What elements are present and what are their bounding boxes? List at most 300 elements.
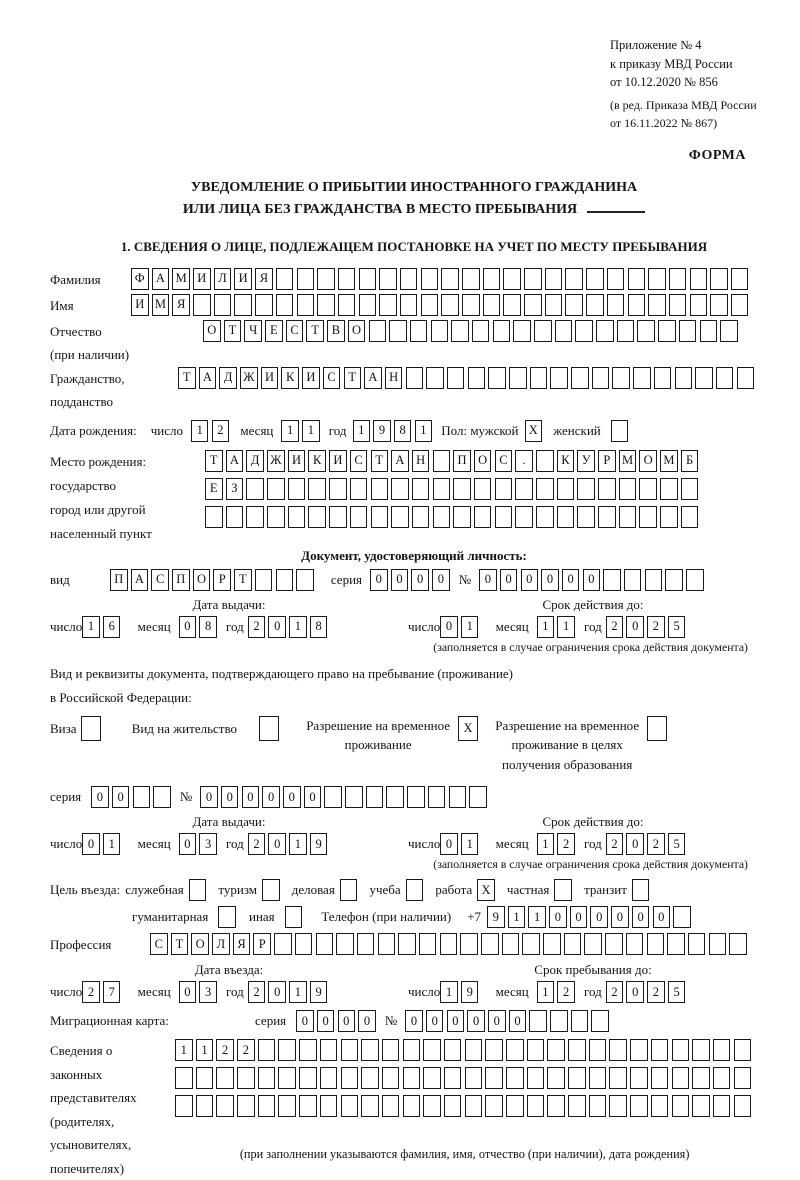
char-box[interactable]: 1 bbox=[175, 1039, 193, 1061]
char-box[interactable] bbox=[378, 933, 396, 955]
char-box[interactable] bbox=[336, 933, 354, 955]
res-issue-day-input[interactable] bbox=[82, 833, 123, 855]
char-box[interactable] bbox=[423, 1067, 441, 1089]
char-box[interactable] bbox=[216, 1095, 234, 1117]
char-box[interactable] bbox=[320, 1095, 338, 1117]
char-box[interactable] bbox=[406, 879, 424, 901]
char-box[interactable] bbox=[529, 1010, 547, 1032]
char-box[interactable] bbox=[568, 1095, 586, 1117]
char-box[interactable]: Ч bbox=[244, 320, 262, 342]
reps-input-row3[interactable] bbox=[175, 1095, 754, 1117]
char-box[interactable]: 1 bbox=[528, 906, 546, 928]
char-box[interactable] bbox=[713, 1067, 731, 1089]
char-box[interactable] bbox=[226, 506, 244, 528]
char-box[interactable]: 0 bbox=[179, 616, 197, 638]
char-box[interactable] bbox=[338, 294, 356, 316]
char-box[interactable] bbox=[412, 506, 430, 528]
id-valid-day-input[interactable] bbox=[440, 616, 481, 638]
char-box[interactable]: 0 bbox=[440, 833, 458, 855]
char-box[interactable]: Е bbox=[265, 320, 283, 342]
char-box[interactable] bbox=[598, 478, 616, 500]
char-box[interactable] bbox=[584, 933, 602, 955]
char-box[interactable] bbox=[398, 933, 416, 955]
char-box[interactable] bbox=[267, 506, 285, 528]
char-box[interactable]: 0 bbox=[91, 786, 109, 808]
char-box[interactable] bbox=[547, 1039, 565, 1061]
char-box[interactable] bbox=[645, 569, 663, 591]
char-box[interactable]: 0 bbox=[626, 833, 644, 855]
char-box[interactable] bbox=[278, 1039, 296, 1061]
char-box[interactable]: И bbox=[131, 294, 149, 316]
char-box[interactable] bbox=[468, 367, 486, 389]
purpose-business-checkbox[interactable] bbox=[340, 879, 361, 901]
id-issue-month-input[interactable] bbox=[179, 616, 220, 638]
char-box[interactable]: У bbox=[577, 450, 595, 472]
char-box[interactable] bbox=[485, 1039, 503, 1061]
char-box[interactable] bbox=[361, 1039, 379, 1061]
char-box[interactable]: М bbox=[152, 294, 170, 316]
char-box[interactable] bbox=[481, 933, 499, 955]
char-box[interactable] bbox=[382, 1039, 400, 1061]
char-box[interactable]: 0 bbox=[488, 1010, 506, 1032]
char-box[interactable] bbox=[568, 1039, 586, 1061]
char-box[interactable] bbox=[444, 1095, 462, 1117]
char-box[interactable]: О bbox=[639, 450, 657, 472]
char-box[interactable]: 0 bbox=[405, 1010, 423, 1032]
char-box[interactable] bbox=[329, 478, 347, 500]
char-box[interactable] bbox=[462, 294, 480, 316]
char-box[interactable]: 0 bbox=[200, 786, 218, 808]
char-box[interactable] bbox=[690, 268, 708, 290]
char-box[interactable] bbox=[672, 1039, 690, 1061]
char-box[interactable] bbox=[555, 320, 573, 342]
char-box[interactable] bbox=[710, 294, 728, 316]
char-box[interactable] bbox=[81, 716, 101, 741]
char-box[interactable]: 0 bbox=[432, 569, 450, 591]
char-box[interactable] bbox=[444, 1067, 462, 1089]
res-issue-year-input[interactable] bbox=[248, 833, 331, 855]
char-box[interactable] bbox=[278, 1067, 296, 1089]
char-box[interactable]: А bbox=[152, 268, 170, 290]
char-box[interactable]: Е bbox=[205, 478, 223, 500]
res-valid-year-input[interactable] bbox=[606, 833, 689, 855]
res-valid-month-input[interactable] bbox=[537, 833, 578, 855]
char-box[interactable] bbox=[316, 933, 334, 955]
patronymic-input[interactable] bbox=[203, 320, 741, 342]
char-box[interactable]: 0 bbox=[370, 569, 388, 591]
stay-year-input[interactable] bbox=[606, 981, 689, 1003]
char-box[interactable]: 3 bbox=[199, 833, 217, 855]
char-box[interactable] bbox=[274, 933, 292, 955]
char-box[interactable]: Л bbox=[214, 268, 232, 290]
char-box[interactable]: 0 bbox=[570, 906, 588, 928]
char-box[interactable] bbox=[589, 1039, 607, 1061]
char-box[interactable]: 0 bbox=[583, 569, 601, 591]
char-box[interactable]: 1 bbox=[103, 833, 121, 855]
purpose-tourism-checkbox[interactable] bbox=[262, 879, 283, 901]
char-box[interactable]: Я bbox=[233, 933, 251, 955]
char-box[interactable] bbox=[297, 294, 315, 316]
char-box[interactable] bbox=[565, 268, 583, 290]
char-box[interactable]: Я bbox=[255, 268, 273, 290]
char-box[interactable]: X bbox=[458, 716, 478, 741]
char-box[interactable]: 3 bbox=[199, 981, 217, 1003]
char-box[interactable]: 0 bbox=[541, 569, 559, 591]
char-box[interactable] bbox=[713, 1095, 731, 1117]
char-box[interactable] bbox=[550, 1010, 568, 1032]
char-box[interactable]: 1 bbox=[289, 616, 307, 638]
char-box[interactable]: 2 bbox=[557, 833, 575, 855]
char-box[interactable]: А bbox=[226, 450, 244, 472]
reps-input-row2[interactable] bbox=[175, 1067, 754, 1089]
char-box[interactable]: X bbox=[477, 879, 495, 901]
char-box[interactable] bbox=[550, 367, 568, 389]
char-box[interactable]: 0 bbox=[411, 569, 429, 591]
profession-input[interactable] bbox=[150, 933, 750, 955]
char-box[interactable] bbox=[734, 1067, 752, 1089]
char-box[interactable] bbox=[586, 268, 604, 290]
char-box[interactable] bbox=[469, 786, 487, 808]
stay-month-input[interactable] bbox=[537, 981, 578, 1003]
char-box[interactable] bbox=[545, 268, 563, 290]
char-box[interactable] bbox=[619, 506, 637, 528]
sex-male-checkbox[interactable] bbox=[525, 420, 546, 442]
char-box[interactable]: 0 bbox=[440, 616, 458, 638]
char-box[interactable]: И bbox=[302, 367, 320, 389]
char-box[interactable]: 2 bbox=[248, 616, 266, 638]
visa-checkbox[interactable] bbox=[81, 716, 104, 741]
char-box[interactable]: 2 bbox=[606, 833, 624, 855]
char-box[interactable]: С bbox=[323, 367, 341, 389]
id-issue-day-input[interactable] bbox=[82, 616, 123, 638]
birthplace-input-row1[interactable] bbox=[205, 450, 702, 472]
char-box[interactable] bbox=[681, 506, 699, 528]
char-box[interactable] bbox=[262, 879, 280, 901]
char-box[interactable]: 0 bbox=[268, 616, 286, 638]
char-box[interactable] bbox=[237, 1095, 255, 1117]
char-box[interactable] bbox=[658, 320, 676, 342]
char-box[interactable] bbox=[611, 420, 629, 442]
char-box[interactable]: Т bbox=[371, 450, 389, 472]
char-box[interactable] bbox=[403, 1067, 421, 1089]
char-box[interactable]: 0 bbox=[283, 786, 301, 808]
char-box[interactable]: А bbox=[364, 367, 382, 389]
char-box[interactable] bbox=[391, 506, 409, 528]
char-box[interactable] bbox=[246, 478, 264, 500]
char-box[interactable]: 1 bbox=[557, 616, 575, 638]
char-box[interactable]: 0 bbox=[626, 981, 644, 1003]
char-box[interactable]: О bbox=[193, 569, 211, 591]
char-box[interactable] bbox=[288, 506, 306, 528]
char-box[interactable]: . bbox=[515, 450, 533, 472]
char-box[interactable]: С bbox=[350, 450, 368, 472]
char-box[interactable] bbox=[609, 1095, 627, 1117]
char-box[interactable] bbox=[731, 268, 749, 290]
citizenship-input[interactable] bbox=[178, 367, 757, 389]
entry-month-input[interactable] bbox=[179, 981, 220, 1003]
char-box[interactable]: 0 bbox=[509, 1010, 527, 1032]
char-box[interactable]: 9 bbox=[310, 833, 328, 855]
char-box[interactable] bbox=[386, 786, 404, 808]
char-box[interactable]: А bbox=[131, 569, 149, 591]
phone-input[interactable] bbox=[487, 906, 694, 928]
char-box[interactable]: Ж bbox=[267, 450, 285, 472]
char-box[interactable] bbox=[692, 1039, 710, 1061]
char-box[interactable] bbox=[586, 294, 604, 316]
char-box[interactable] bbox=[716, 367, 734, 389]
id-valid-year-input[interactable] bbox=[606, 616, 689, 638]
char-box[interactable] bbox=[433, 478, 451, 500]
doc-series-input[interactable] bbox=[370, 569, 453, 591]
char-box[interactable] bbox=[589, 1067, 607, 1089]
char-box[interactable]: Т bbox=[234, 569, 252, 591]
char-box[interactable] bbox=[530, 367, 548, 389]
char-box[interactable] bbox=[688, 933, 706, 955]
char-box[interactable]: П bbox=[172, 569, 190, 591]
char-box[interactable] bbox=[651, 1067, 669, 1089]
char-box[interactable] bbox=[431, 320, 449, 342]
char-box[interactable] bbox=[428, 786, 446, 808]
char-box[interactable] bbox=[692, 1095, 710, 1117]
char-box[interactable] bbox=[596, 320, 614, 342]
char-box[interactable] bbox=[568, 1067, 586, 1089]
char-box[interactable] bbox=[564, 933, 582, 955]
res-valid-day-input[interactable] bbox=[440, 833, 481, 855]
char-box[interactable] bbox=[536, 478, 554, 500]
char-box[interactable]: 0 bbox=[479, 569, 497, 591]
char-box[interactable] bbox=[619, 478, 637, 500]
char-box[interactable] bbox=[720, 320, 738, 342]
char-box[interactable]: 0 bbox=[521, 569, 539, 591]
char-box[interactable] bbox=[276, 268, 294, 290]
char-box[interactable] bbox=[630, 1095, 648, 1117]
char-box[interactable] bbox=[633, 367, 651, 389]
stay-day-input[interactable] bbox=[440, 981, 481, 1003]
char-box[interactable]: Т bbox=[171, 933, 189, 955]
char-box[interactable] bbox=[441, 294, 459, 316]
char-box[interactable]: 2 bbox=[647, 981, 665, 1003]
char-box[interactable] bbox=[382, 1067, 400, 1089]
char-box[interactable]: 2 bbox=[647, 833, 665, 855]
char-box[interactable]: 1 bbox=[196, 1039, 214, 1061]
char-box[interactable]: 2 bbox=[212, 420, 230, 442]
doc-number-input[interactable] bbox=[479, 569, 707, 591]
char-box[interactable] bbox=[308, 506, 326, 528]
birth-month-input[interactable] bbox=[281, 420, 322, 442]
char-box[interactable]: 8 bbox=[394, 420, 412, 442]
char-box[interactable]: 2 bbox=[216, 1039, 234, 1061]
char-box[interactable] bbox=[400, 268, 418, 290]
char-box[interactable]: 1 bbox=[281, 420, 299, 442]
char-box[interactable] bbox=[421, 268, 439, 290]
char-box[interactable]: Ж bbox=[240, 367, 258, 389]
char-box[interactable]: М bbox=[660, 450, 678, 472]
char-box[interactable] bbox=[320, 1067, 338, 1089]
char-box[interactable] bbox=[639, 478, 657, 500]
char-box[interactable]: С bbox=[151, 569, 169, 591]
char-box[interactable]: И bbox=[329, 450, 347, 472]
char-box[interactable]: 0 bbox=[179, 833, 197, 855]
purpose-transit-checkbox[interactable] bbox=[632, 879, 653, 901]
char-box[interactable] bbox=[357, 933, 375, 955]
char-box[interactable] bbox=[660, 506, 678, 528]
char-box[interactable] bbox=[214, 294, 232, 316]
char-box[interactable] bbox=[589, 1095, 607, 1117]
char-box[interactable] bbox=[667, 933, 685, 955]
char-box[interactable] bbox=[515, 506, 533, 528]
char-box[interactable] bbox=[675, 367, 693, 389]
char-box[interactable]: 1 bbox=[537, 981, 555, 1003]
char-box[interactable] bbox=[690, 294, 708, 316]
char-box[interactable] bbox=[700, 320, 718, 342]
char-box[interactable] bbox=[440, 933, 458, 955]
char-box[interactable] bbox=[647, 933, 665, 955]
id-valid-month-input[interactable] bbox=[537, 616, 578, 638]
char-box[interactable] bbox=[234, 294, 252, 316]
char-box[interactable]: 0 bbox=[391, 569, 409, 591]
char-box[interactable]: 0 bbox=[317, 1010, 335, 1032]
char-box[interactable]: 9 bbox=[310, 981, 328, 1003]
char-box[interactable]: Т bbox=[178, 367, 196, 389]
char-box[interactable] bbox=[341, 1039, 359, 1061]
char-box[interactable] bbox=[175, 1095, 193, 1117]
char-box[interactable] bbox=[317, 268, 335, 290]
residence-permit-checkbox[interactable] bbox=[259, 716, 282, 741]
char-box[interactable] bbox=[403, 1039, 421, 1061]
char-box[interactable] bbox=[607, 268, 625, 290]
char-box[interactable] bbox=[410, 320, 428, 342]
char-box[interactable]: О bbox=[348, 320, 366, 342]
char-box[interactable] bbox=[503, 268, 521, 290]
char-box[interactable]: 0 bbox=[262, 786, 280, 808]
char-box[interactable] bbox=[267, 478, 285, 500]
char-box[interactable]: 2 bbox=[248, 981, 266, 1003]
char-box[interactable] bbox=[557, 506, 575, 528]
char-box[interactable]: Ф bbox=[131, 268, 149, 290]
char-box[interactable] bbox=[465, 1067, 483, 1089]
char-box[interactable] bbox=[628, 268, 646, 290]
char-box[interactable] bbox=[737, 367, 755, 389]
char-box[interactable] bbox=[218, 906, 236, 928]
char-box[interactable] bbox=[628, 294, 646, 316]
char-box[interactable]: К bbox=[557, 450, 575, 472]
reps-input-row1[interactable] bbox=[175, 1039, 754, 1061]
char-box[interactable] bbox=[433, 450, 451, 472]
char-box[interactable] bbox=[465, 1039, 483, 1061]
char-box[interactable] bbox=[350, 478, 368, 500]
char-box[interactable]: К bbox=[308, 450, 326, 472]
char-box[interactable] bbox=[734, 1039, 752, 1061]
char-box[interactable]: Б bbox=[681, 450, 699, 472]
char-box[interactable] bbox=[648, 294, 666, 316]
char-box[interactable]: Р bbox=[598, 450, 616, 472]
char-box[interactable] bbox=[527, 1067, 545, 1089]
char-box[interactable] bbox=[695, 367, 713, 389]
char-box[interactable]: 0 bbox=[221, 786, 239, 808]
char-box[interactable]: 0 bbox=[632, 906, 650, 928]
char-box[interactable] bbox=[524, 268, 542, 290]
char-box[interactable] bbox=[681, 478, 699, 500]
char-box[interactable]: А bbox=[199, 367, 217, 389]
char-box[interactable] bbox=[255, 294, 273, 316]
char-box[interactable] bbox=[502, 933, 520, 955]
char-box[interactable] bbox=[258, 1039, 276, 1061]
char-box[interactable] bbox=[423, 1039, 441, 1061]
char-box[interactable] bbox=[216, 1067, 234, 1089]
char-box[interactable] bbox=[295, 933, 313, 955]
char-box[interactable] bbox=[709, 933, 727, 955]
char-box[interactable] bbox=[647, 716, 667, 741]
char-box[interactable] bbox=[669, 268, 687, 290]
char-box[interactable]: 2 bbox=[606, 981, 624, 1003]
char-box[interactable] bbox=[412, 478, 430, 500]
char-box[interactable]: 9 bbox=[461, 981, 479, 1003]
char-box[interactable]: 6 bbox=[103, 616, 121, 638]
char-box[interactable]: 5 bbox=[668, 833, 686, 855]
char-box[interactable] bbox=[299, 1095, 317, 1117]
purpose-work-checkbox[interactable] bbox=[477, 879, 498, 901]
char-box[interactable] bbox=[651, 1095, 669, 1117]
char-box[interactable]: 1 bbox=[537, 616, 555, 638]
char-box[interactable]: 1 bbox=[537, 833, 555, 855]
char-box[interactable] bbox=[592, 367, 610, 389]
char-box[interactable] bbox=[391, 478, 409, 500]
purpose-official-checkbox[interactable] bbox=[189, 879, 210, 901]
char-box[interactable]: И bbox=[288, 450, 306, 472]
char-box[interactable]: 7 bbox=[103, 981, 121, 1003]
char-box[interactable]: 2 bbox=[248, 833, 266, 855]
char-box[interactable]: Т bbox=[205, 450, 223, 472]
char-box[interactable]: 0 bbox=[112, 786, 130, 808]
char-box[interactable] bbox=[639, 506, 657, 528]
char-box[interactable]: 0 bbox=[268, 981, 286, 1003]
surname-input[interactable] bbox=[131, 268, 752, 290]
char-box[interactable] bbox=[189, 879, 207, 901]
char-box[interactable] bbox=[654, 367, 672, 389]
char-box[interactable]: Л bbox=[212, 933, 230, 955]
char-box[interactable] bbox=[403, 1095, 421, 1117]
char-box[interactable] bbox=[474, 478, 492, 500]
char-box[interactable]: 1 bbox=[508, 906, 526, 928]
char-box[interactable]: 1 bbox=[461, 833, 479, 855]
char-box[interactable] bbox=[369, 320, 387, 342]
purpose-humanitarian-checkbox[interactable] bbox=[218, 906, 239, 928]
char-box[interactable]: 1 bbox=[289, 833, 307, 855]
char-box[interactable] bbox=[630, 1067, 648, 1089]
char-box[interactable] bbox=[205, 506, 223, 528]
char-box[interactable]: К bbox=[281, 367, 299, 389]
char-box[interactable]: 1 bbox=[302, 420, 320, 442]
char-box[interactable]: Р bbox=[213, 569, 231, 591]
birthplace-input-row2[interactable] bbox=[205, 478, 702, 500]
char-box[interactable]: 1 bbox=[353, 420, 371, 442]
char-box[interactable]: 0 bbox=[447, 1010, 465, 1032]
char-box[interactable] bbox=[637, 320, 655, 342]
char-box[interactable] bbox=[554, 879, 572, 901]
char-box[interactable]: О bbox=[191, 933, 209, 955]
char-box[interactable] bbox=[340, 879, 358, 901]
char-box[interactable] bbox=[575, 320, 593, 342]
char-box[interactable]: О bbox=[474, 450, 492, 472]
char-box[interactable] bbox=[483, 294, 501, 316]
char-box[interactable] bbox=[483, 268, 501, 290]
char-box[interactable] bbox=[557, 478, 575, 500]
char-box[interactable]: 2 bbox=[647, 616, 665, 638]
char-box[interactable] bbox=[571, 1010, 589, 1032]
char-box[interactable] bbox=[259, 716, 279, 741]
char-box[interactable]: М bbox=[172, 268, 190, 290]
char-box[interactable] bbox=[648, 268, 666, 290]
